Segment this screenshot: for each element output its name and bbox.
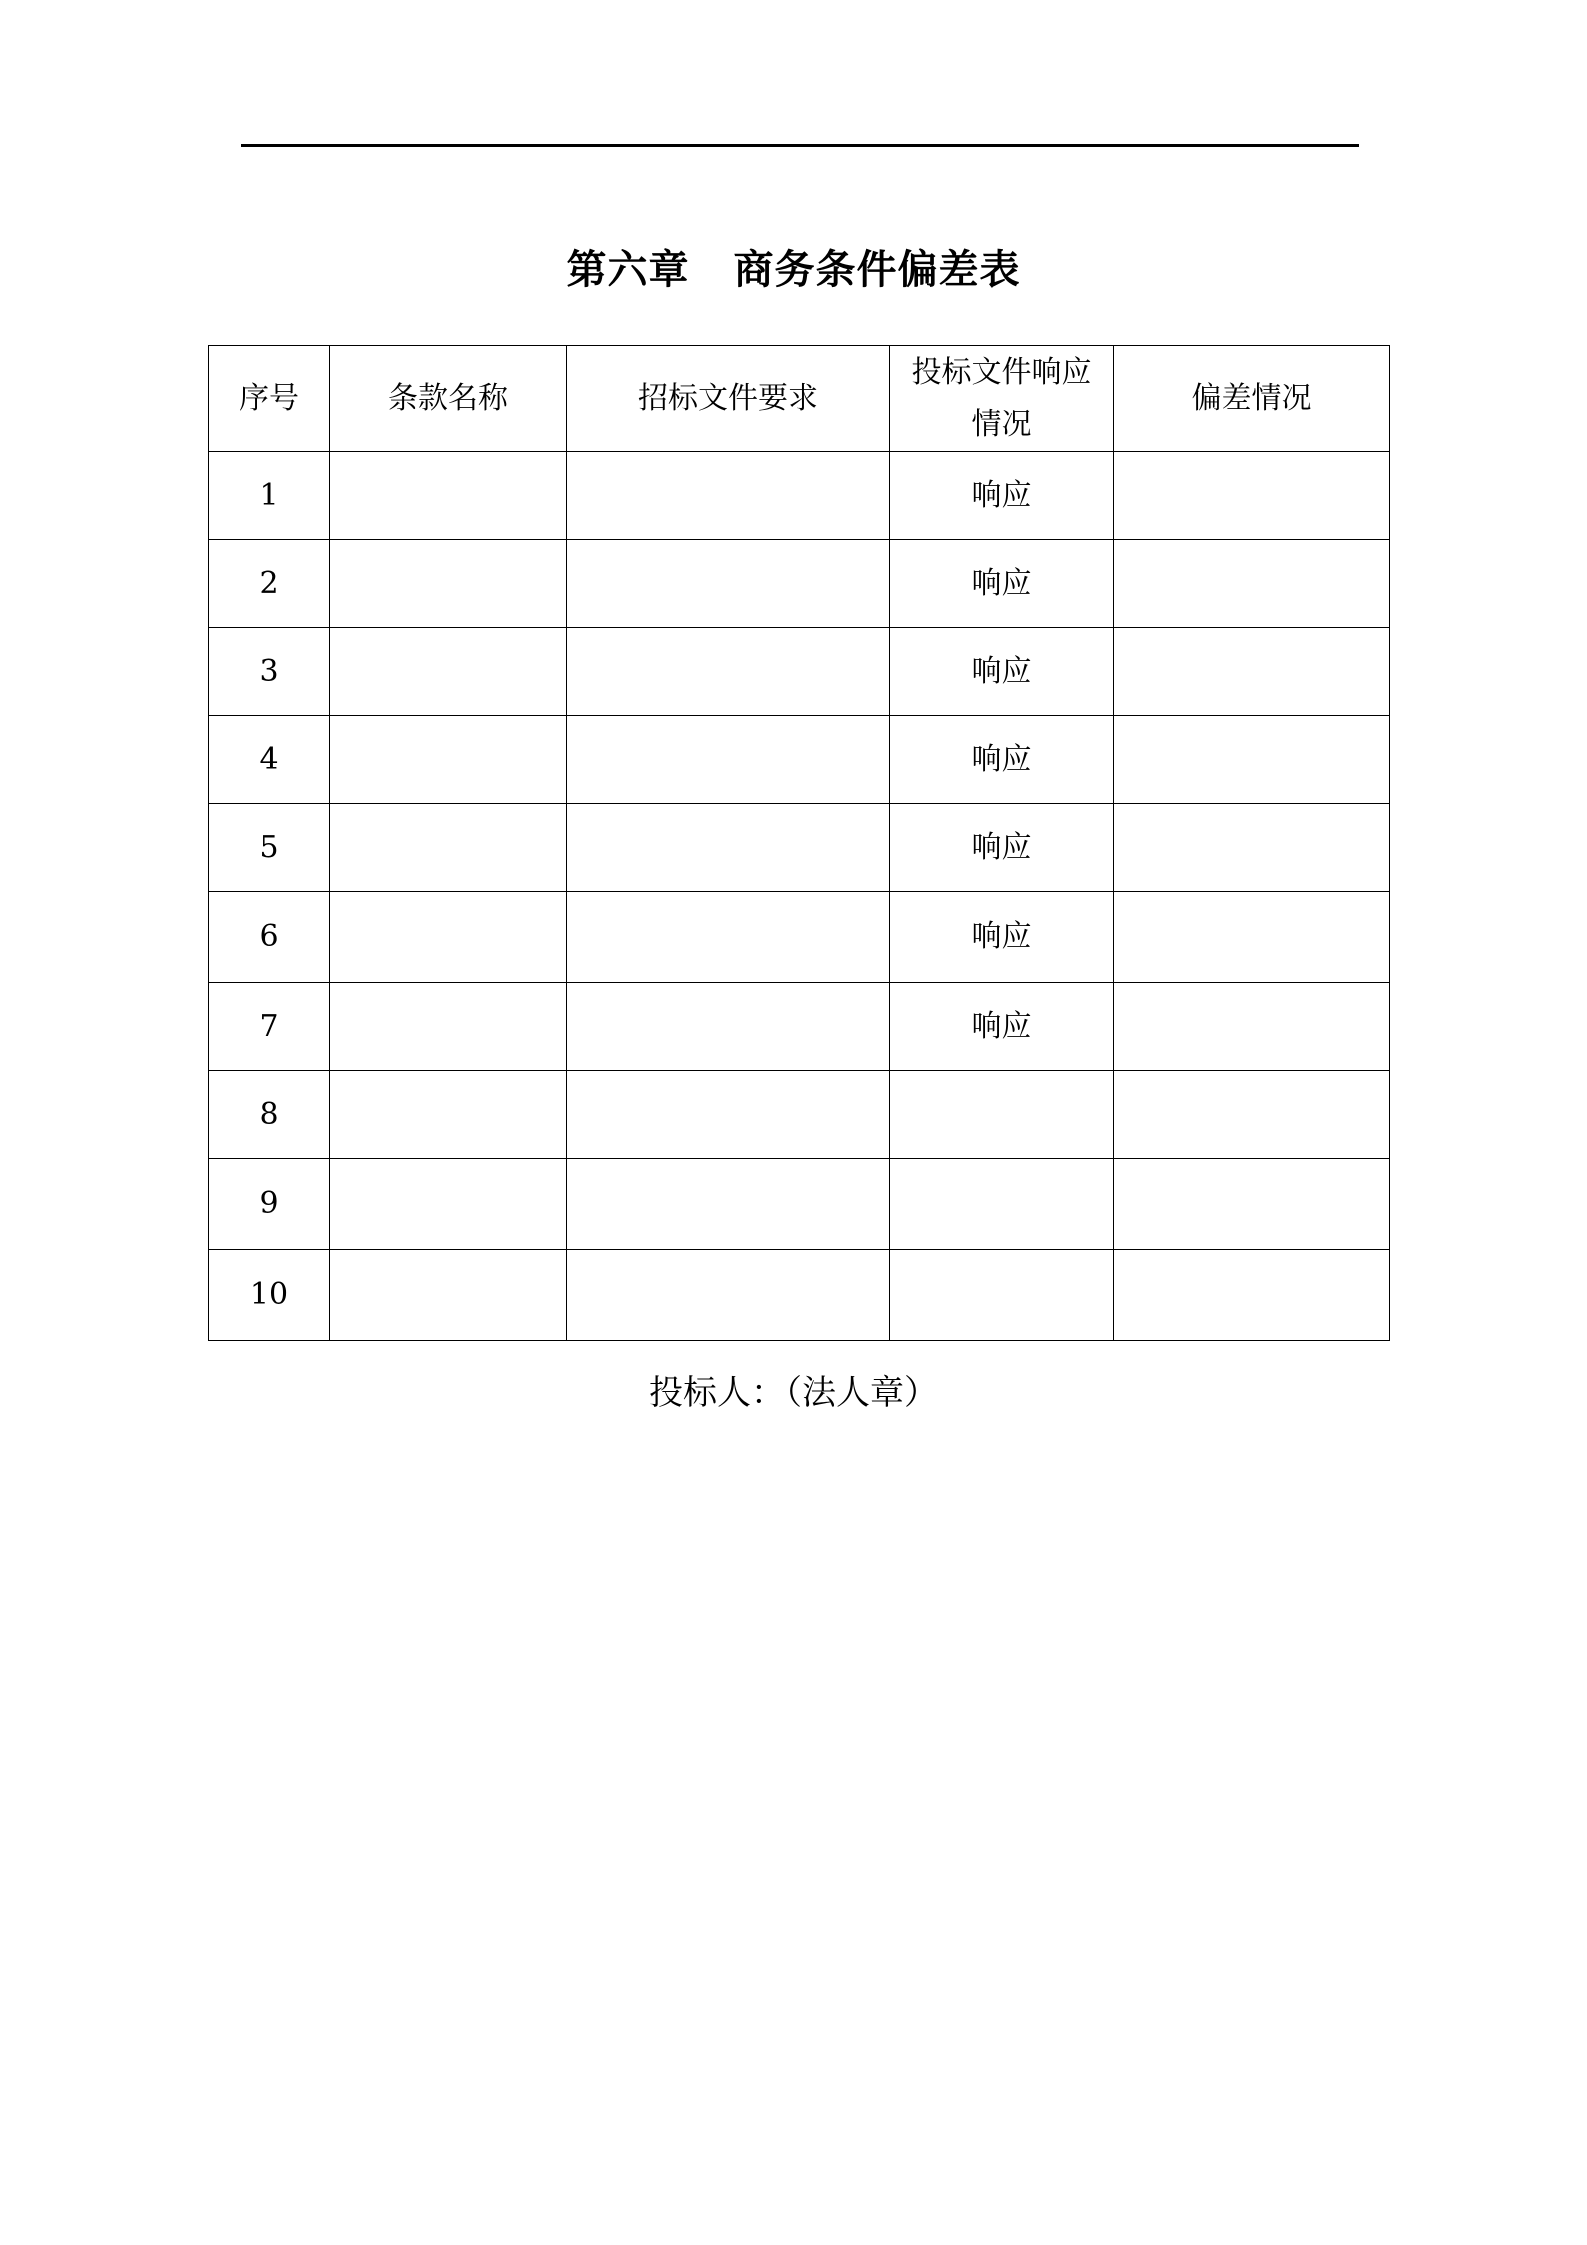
table-row — [209, 1159, 1390, 1250]
table-row — [209, 540, 1390, 628]
cell-serial-no: 8 — [209, 1071, 330, 1159]
cell-tender-requirement[interactable] — [567, 1071, 890, 1159]
business-deviation-table — [208, 345, 1390, 1341]
cell-clause-name[interactable] — [330, 804, 567, 892]
cell-tender-requirement[interactable] — [567, 983, 890, 1071]
cell-bid-response[interactable]: 响应 — [890, 452, 1114, 540]
cell-deviation[interactable] — [1114, 1071, 1390, 1159]
header-bid-response-line2: 情况 — [971, 406, 1032, 442]
cell-clause-name[interactable] — [330, 1159, 567, 1250]
header-deviation: 偏差情况 — [1114, 346, 1390, 452]
chapter-label: 第六章 — [566, 247, 690, 293]
cell-tender-requirement[interactable] — [567, 1250, 890, 1341]
header-rule — [241, 144, 1359, 147]
cell-serial-no: 3 — [209, 628, 330, 716]
cell-serial-no: 7 — [209, 983, 330, 1071]
cell-clause-name[interactable] — [330, 1250, 567, 1341]
table-row — [209, 804, 1390, 892]
cell-bid-response[interactable]: 响应 — [890, 804, 1114, 892]
cell-serial-no: 2 — [209, 540, 330, 628]
cell-serial-no: 4 — [209, 716, 330, 804]
table-row — [209, 628, 1390, 716]
cell-tender-requirement[interactable] — [567, 1159, 890, 1250]
cell-serial-no: 1 — [209, 452, 330, 540]
cell-deviation[interactable] — [1114, 716, 1390, 804]
cell-bid-response[interactable] — [890, 1250, 1114, 1341]
cell-serial-no: 6 — [209, 892, 330, 983]
table-row — [209, 892, 1390, 983]
cell-clause-name[interactable] — [330, 628, 567, 716]
cell-serial-no: 10 — [209, 1250, 330, 1341]
cell-deviation[interactable] — [1114, 628, 1390, 716]
cell-tender-requirement[interactable] — [567, 540, 890, 628]
cell-deviation[interactable] — [1114, 892, 1390, 983]
cell-deviation[interactable] — [1114, 1159, 1390, 1250]
header-clause-name: 条款名称 — [330, 346, 567, 452]
cell-clause-name[interactable] — [330, 716, 567, 804]
cell-serial-no: 9 — [209, 1159, 330, 1250]
cell-bid-response[interactable]: 响应 — [890, 716, 1114, 804]
table-row — [209, 716, 1390, 804]
cell-clause-name[interactable] — [330, 540, 567, 628]
bidder-signature-line: 投标人：（法人章） — [649, 1373, 938, 1413]
cell-clause-name[interactable] — [330, 452, 567, 540]
table-row — [209, 1071, 1390, 1159]
cell-bid-response[interactable] — [890, 1159, 1114, 1250]
cell-tender-requirement[interactable] — [567, 452, 890, 540]
cell-deviation[interactable] — [1114, 983, 1390, 1071]
cell-deviation[interactable] — [1114, 1250, 1390, 1341]
cell-bid-response[interactable] — [890, 1071, 1114, 1159]
header-serial-no: 序号 — [209, 346, 330, 452]
header-tender-requirement: 招标文件要求 — [567, 346, 890, 452]
cell-bid-response[interactable]: 响应 — [890, 628, 1114, 716]
cell-tender-requirement[interactable] — [567, 804, 890, 892]
cell-clause-name[interactable] — [330, 892, 567, 983]
cell-bid-response[interactable]: 响应 — [890, 892, 1114, 983]
cell-deviation[interactable] — [1114, 452, 1390, 540]
cell-tender-requirement[interactable] — [567, 892, 890, 983]
cell-tender-requirement[interactable] — [567, 628, 890, 716]
table-title: 商务条件偏差表 — [733, 247, 1021, 293]
header-bid-response-line1: 投标文件响应 — [911, 354, 1092, 390]
header-bid-response — [890, 346, 1114, 452]
cell-clause-name[interactable] — [330, 1071, 567, 1159]
table-header-row — [209, 346, 1390, 452]
cell-serial-no: 5 — [209, 804, 330, 892]
table-row — [209, 452, 1390, 540]
cell-bid-response[interactable]: 响应 — [890, 983, 1114, 1071]
cell-clause-name[interactable] — [330, 983, 567, 1071]
cell-tender-requirement[interactable] — [567, 716, 890, 804]
page-title — [0, 238, 1587, 295]
cell-deviation[interactable] — [1114, 804, 1390, 892]
cell-bid-response[interactable]: 响应 — [890, 540, 1114, 628]
cell-deviation[interactable] — [1114, 540, 1390, 628]
table-row — [209, 983, 1390, 1071]
table-row — [209, 1250, 1390, 1341]
